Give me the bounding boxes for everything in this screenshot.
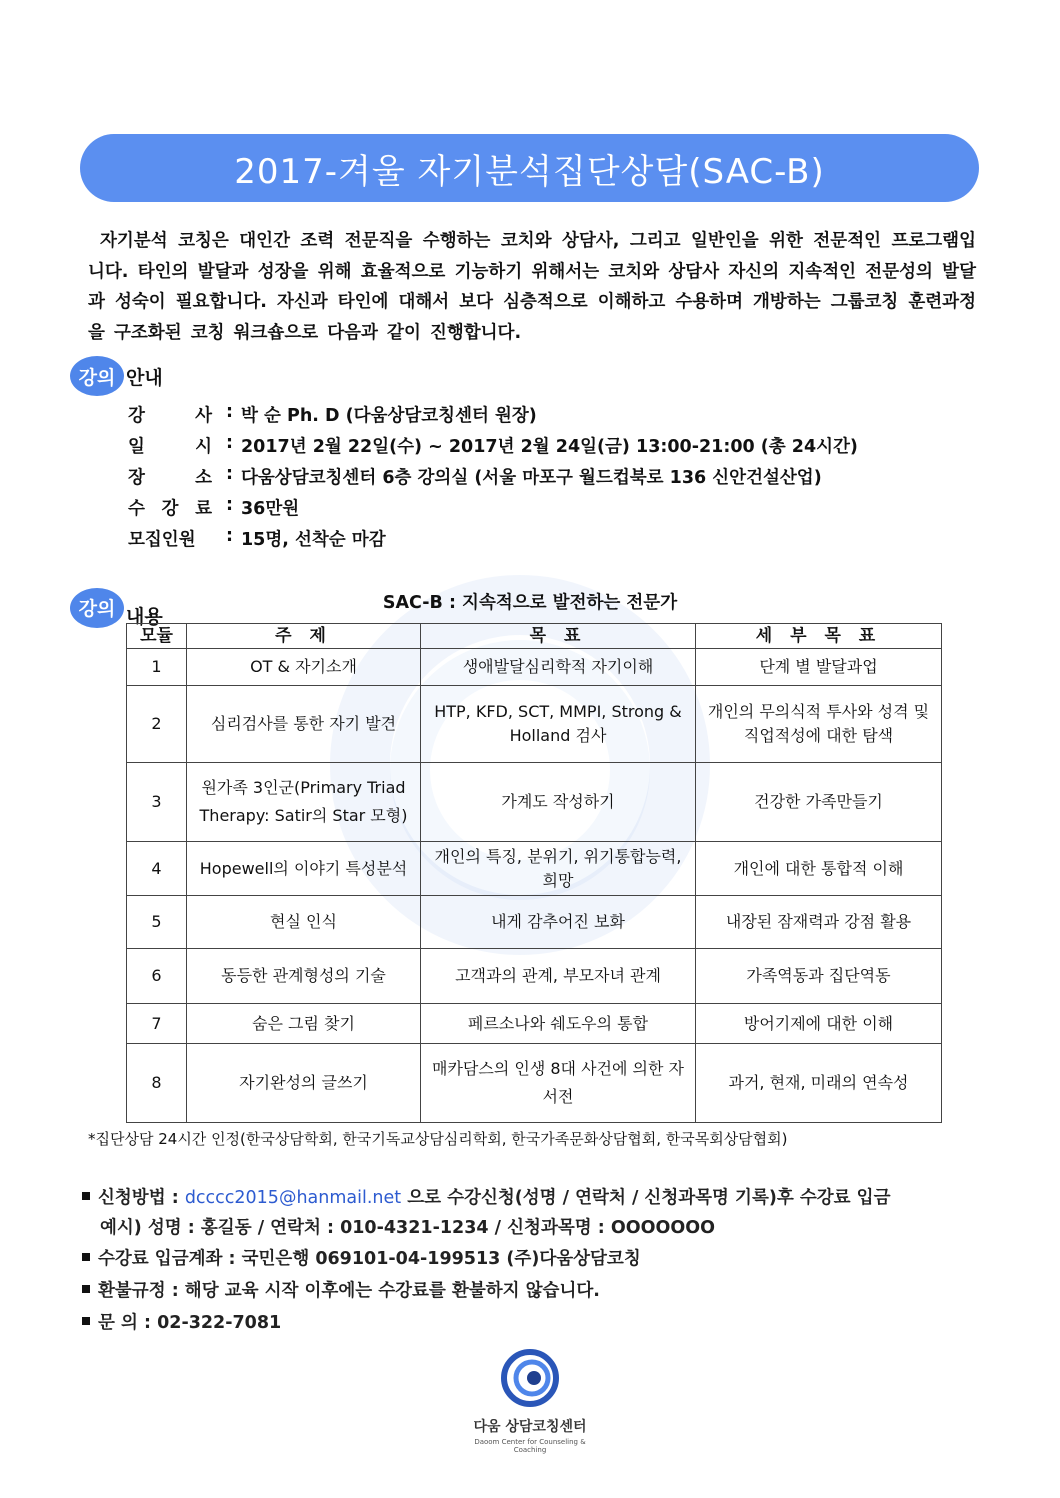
table-row	[127, 1004, 942, 1044]
info-key: 수 강 료	[128, 499, 212, 519]
logo-subtitle: Daoom Center for Counseling & Coaching	[474, 1438, 586, 1454]
cell-detail: 내장된 잠재력과 강점 활용	[696, 896, 942, 949]
section-badge: 강의	[70, 356, 124, 396]
table-row	[127, 896, 942, 949]
info-value: 2017년 2월 22일(수) ~ 2017년 2월 24일(금) 13:00-21:00 (총 24시간)	[241, 437, 858, 457]
table-title: SAC-B : 지속적으로 발전하는 전문가	[382, 593, 678, 613]
cell-detail: 과거, 현재, 미래의 연속성	[696, 1044, 942, 1123]
table-row	[127, 763, 942, 842]
header-topic: 주 제	[187, 624, 421, 649]
title-banner	[80, 134, 979, 202]
cell-goal: 페르소나와 쉐도우의 통합	[421, 1004, 696, 1044]
info-value: 15명, 선착순 마감	[241, 530, 386, 550]
cell-goal: 가계도 작성하기	[421, 763, 696, 842]
cell-goal: 고객과의 관계, 부모자녀 관계	[421, 949, 696, 1004]
table-row	[127, 686, 942, 763]
section-badge: 강의	[70, 588, 124, 628]
page-title: 2017-겨울 자기분석집단상담(SAC-B)	[234, 151, 825, 192]
info-row-fee: 수 강 료 : 36만원	[128, 495, 300, 519]
cell-detail: 개인에 대한 통합적 이해	[696, 842, 942, 896]
apply-method: 신청방법 : dcccc2015@hanmail.net 으로 수강신청(성명 / 연락처 / 신청과목명 기록)후 수강료 입금	[82, 1184, 890, 1209]
certification-footnote: *집단상담 24시간 인정(한국상담학회, 한국기독교상담심리학회, 한국가족문화상담협회, 한국목회상담협회)	[88, 1130, 788, 1148]
apply-refund: 환불규정 : 해당 교육 시작 이후에는 수강료를 환불하지 않습니다.	[82, 1277, 600, 1302]
bullet-square-icon	[82, 1192, 90, 1200]
info-row-recruit: 모집인원 : 15명, 선착순 마감	[128, 526, 386, 550]
cell-goal: 매카담스의 인생 8대 사건에 의한 자서전	[421, 1044, 696, 1123]
cell-detail: 가족역동과 집단역동	[696, 949, 942, 1004]
header-module: 모듈	[127, 624, 187, 649]
cell-topic: 숨은 그림 찾기	[187, 1004, 421, 1044]
table-row	[127, 1044, 942, 1123]
cell-module: 3	[127, 763, 187, 842]
apply-account: 수강료 입금계좌 : 국민은행 069101-04-199513 (주)다움상담코칭	[82, 1245, 641, 1270]
apply-contact: 문 의 : 02-322-7081	[82, 1309, 281, 1334]
section-heading-guide	[70, 356, 163, 396]
cell-detail: 단계 별 발달과업	[696, 649, 942, 686]
logo-name: 다움 상담코칭센터	[473, 1419, 587, 1435]
info-row-location: 장 소 : 다움상담코칭센터 6층 강의실 (서울 마포구 월드컵북로 136 신안건설산업)	[128, 464, 822, 488]
info-row-instructor: 강 사 : 박 순 Ph. D (다움상담코칭센터 원장)	[128, 402, 537, 426]
intro-paragraph: 자기분석 코칭은 대인간 조력 전문직을 수행하는 코치와 상담사, 그리고 일반인을 위한 전문적인 프로그램입니다. 타인의 발달과 성장을 위해 효율적으로 기능하기 위해서는 코치와 상담사 자신의 지속적인 전문성의 발달과 성숙이 필요합니다. 자신과 타인에 대해서 보다 심층적으로 이해하고 수용하며 개방하는 그룹코칭 훈련과정을 구조화된 코칭 워크숍으로 다음과 같이 진행합니다.	[88, 231, 976, 343]
cell-goal: 개인의 특징, 분위기, 위기통합능력, 희망	[421, 842, 696, 896]
bullet-square-icon	[82, 1317, 90, 1325]
cell-module: 1	[127, 649, 187, 686]
cell-detail: 개인의 무의식적 투사와 성격 및 직업적성에 대한 탐색	[696, 686, 942, 763]
table-row	[127, 842, 942, 896]
section-label: 안내	[126, 366, 163, 389]
header-goal: 목 표	[421, 624, 696, 649]
cell-module: 2	[127, 686, 187, 763]
header-detail-goal: 세 부 목 표	[696, 624, 942, 649]
info-key: 강 사	[128, 406, 212, 426]
table-header-row	[127, 624, 942, 649]
cell-topic: 자기완성의 글쓰기	[187, 1044, 421, 1123]
table-row	[127, 949, 942, 1004]
info-row-schedule: 일 시 : 2017년 2월 22일(수) ~ 2017년 2월 24일(금) 13:00-21:00 (총 24시간)	[128, 433, 858, 457]
cell-detail: 방어기제에 대한 이해	[696, 1004, 942, 1044]
daoom-logo-icon	[500, 1348, 560, 1408]
bullet-square-icon	[82, 1253, 90, 1261]
cell-module: 4	[127, 842, 187, 896]
cell-module: 7	[127, 1004, 187, 1044]
cell-goal: 생애발달심리학적 자기이해	[421, 649, 696, 686]
cell-topic: Hopewell의 이야기 특성분석	[187, 842, 421, 896]
bullet-square-icon	[82, 1285, 90, 1293]
cell-module: 8	[127, 1044, 187, 1123]
cell-topic: 심리검사를 통한 자기 발견	[187, 686, 421, 763]
cell-module: 5	[127, 896, 187, 949]
info-value: 36만원	[241, 499, 300, 519]
cell-topic: OT & 자기소개	[187, 649, 421, 686]
center-logo	[470, 1348, 590, 1454]
apply-example: 예시) 성명 : 홍길동 / 연락처 : 010-4321-1234 / 신청과목명 : OOOOOOO	[100, 1218, 715, 1238]
info-value: 박 순 Ph. D (다움상담코칭센터 원장)	[241, 406, 537, 426]
cell-goal: HTP, KFD, SCT, MMPI, Strong & Holland 검사	[421, 686, 696, 763]
section-label: 내용	[126, 606, 163, 628]
info-key: 장 소	[128, 468, 212, 488]
cell-topic: 동등한 관계형성의 기술	[187, 949, 421, 1004]
info-key: 모집인원	[128, 530, 196, 550]
cell-topic: 원가족 3인군(Primary Triad Therapy: Satir의 Star 모형)	[187, 763, 421, 842]
cell-detail: 건강한 가족만들기	[696, 763, 942, 842]
table-row	[127, 649, 942, 686]
cell-module: 6	[127, 949, 187, 1004]
info-value: 다움상담코칭센터 6층 강의실 (서울 마포구 월드컵북로 136 신안건설산업)	[241, 468, 822, 488]
program-table	[126, 623, 942, 1123]
cell-goal: 내게 감추어진 보화	[421, 896, 696, 949]
info-key: 일 시	[128, 437, 212, 457]
cell-topic: 현실 인식	[187, 896, 421, 949]
email-link[interactable]: dcccc2015@hanmail.net	[184, 1188, 402, 1208]
